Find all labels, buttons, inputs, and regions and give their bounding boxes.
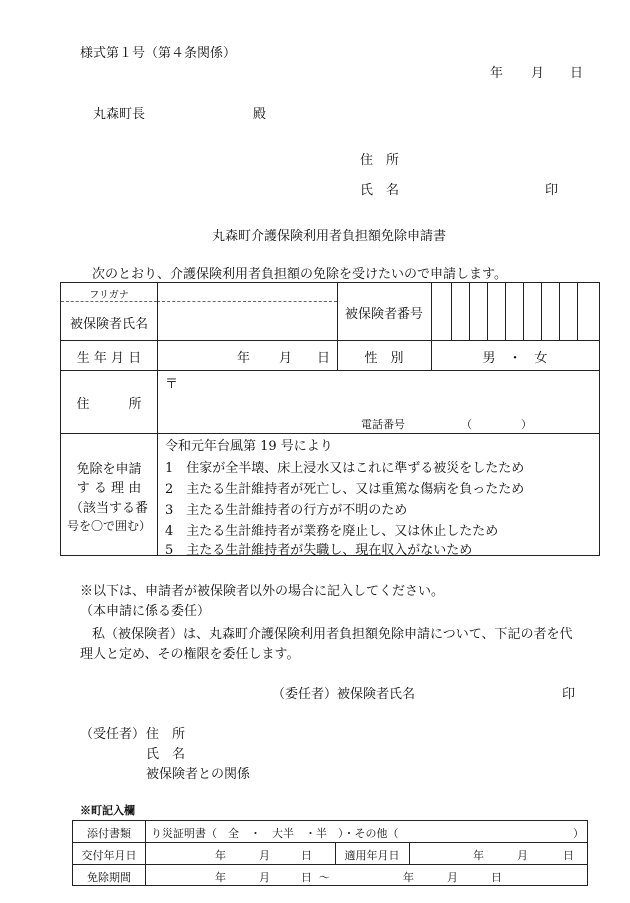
intro-text: 次のとおり、介護保険利用者負担額の免除を受けたいので申請します。	[92, 267, 507, 282]
attachments-close-paren: ）	[573, 827, 584, 840]
insured-number-label: 被保険者番号	[344, 307, 423, 322]
attachments-value[interactable]: り災証明書（ 全 ・ 大半 ・半 ）・その他（	[151, 827, 399, 840]
birth-date-label: 生 年 月 日	[76, 351, 142, 366]
apply-date-label: 適用年月日	[344, 849, 400, 862]
reason-label-line2: す る 理 由	[76, 481, 142, 496]
addressee-honorific: 殿	[253, 107, 267, 122]
proxy-note: ※以下は、申請者が被保険者以外の場合に記入してください。	[80, 584, 445, 599]
apply-month: 月	[517, 849, 528, 862]
phone-close-paren: ）	[521, 418, 532, 431]
form-number: 様式第１号（第４条関係）	[80, 46, 237, 61]
birth-day: 日	[317, 351, 331, 366]
phone-open-paren: （	[461, 418, 472, 431]
period-start-day: 日	[301, 871, 312, 884]
delegate-relation-label: 被保険者との関係	[146, 767, 251, 782]
delegate-address-label: 住 所	[146, 727, 186, 742]
period-end-month: 月	[447, 871, 458, 884]
period-end-day: 日	[491, 871, 502, 884]
proxy-text-line1: 私（被保険者）は、丸森町介護保険利用者負担額免除申請について、下記の者を代	[92, 627, 573, 642]
date-day: 日	[570, 66, 584, 81]
applicant-seal: 印	[545, 183, 559, 198]
apply-day: 日	[563, 849, 574, 862]
period-start-year: 年	[215, 871, 226, 884]
issue-day: 日	[301, 849, 312, 862]
delegate-label: （受任者）	[80, 727, 146, 742]
office-use-heading: ※町記入欄	[80, 804, 135, 817]
reason-label-line1: 免除を申請	[76, 462, 142, 477]
reason-option-1[interactable]: 1 住家が全半壊、床上浸水又はこれに準ずる被災をしたため	[165, 461, 525, 476]
delegate-name-label: 氏 名	[146, 747, 186, 762]
date-month: 月	[531, 66, 545, 81]
reason-label-line4: 号を〇で囲む）	[66, 519, 151, 533]
furigana-label: フリガナ	[89, 290, 129, 301]
application-table	[60, 282, 600, 556]
issue-date-label: 交付年月日	[81, 849, 137, 862]
date-year: 年	[490, 66, 504, 81]
applicant-address-label: 住 所	[360, 153, 400, 168]
birth-month: 月	[279, 351, 293, 366]
gender-label: 性 別	[364, 351, 404, 366]
issue-year: 年	[215, 849, 226, 862]
applicant-name-label: 氏 名	[360, 183, 400, 198]
address-label: 住 所	[76, 397, 142, 412]
insured-number-field[interactable]	[433, 285, 597, 338]
postal-mark: 〒	[165, 377, 179, 392]
insured-name-field[interactable]	[159, 303, 335, 339]
apply-year: 年	[473, 849, 484, 862]
addressee-name: 丸森町長	[93, 107, 146, 122]
issue-month: 月	[259, 849, 270, 862]
reason-label-line3: （該当する番	[69, 501, 148, 516]
reason-intro: 令和元年台風第 19 号により	[165, 439, 333, 454]
period-start-month: 月	[259, 871, 270, 884]
gender-options[interactable]: 男 ・ 女	[482, 351, 548, 366]
proxy-text-line2: 理人と定め、その権限を委任します。	[80, 647, 300, 662]
period-tilde: 〜	[319, 871, 330, 884]
proxy-heading: （本申請に係る委任）	[80, 604, 211, 619]
period-label: 免除期間	[87, 871, 131, 884]
reason-option-3[interactable]: 3 主たる生計維持者の行方が不明のため	[165, 503, 408, 518]
delegator-seal: 印	[562, 687, 576, 702]
insured-name-label: 被保険者氏名	[69, 317, 148, 332]
document-title: 丸森町介護保険利用者負担額免除申請書	[212, 229, 447, 244]
reason-option-4[interactable]: 4 主たる生計維持者が業務を廃止し、又は休止したため	[165, 524, 499, 539]
delegator-label: （委任者）被保険者氏名	[272, 687, 416, 702]
attachments-label: 添付書類	[87, 827, 131, 840]
period-end-year: 年	[403, 871, 414, 884]
office-use-table	[72, 820, 588, 886]
phone-label: 電話番号	[361, 418, 405, 431]
birth-year: 年	[237, 351, 251, 366]
reason-option-5[interactable]: 5 主たる生計維持者が失職し、現在収入がないため	[165, 543, 473, 558]
reason-option-2[interactable]: 2 主たる生計維持者が死亡し、又は重篤な傷病を負ったため	[165, 482, 525, 497]
